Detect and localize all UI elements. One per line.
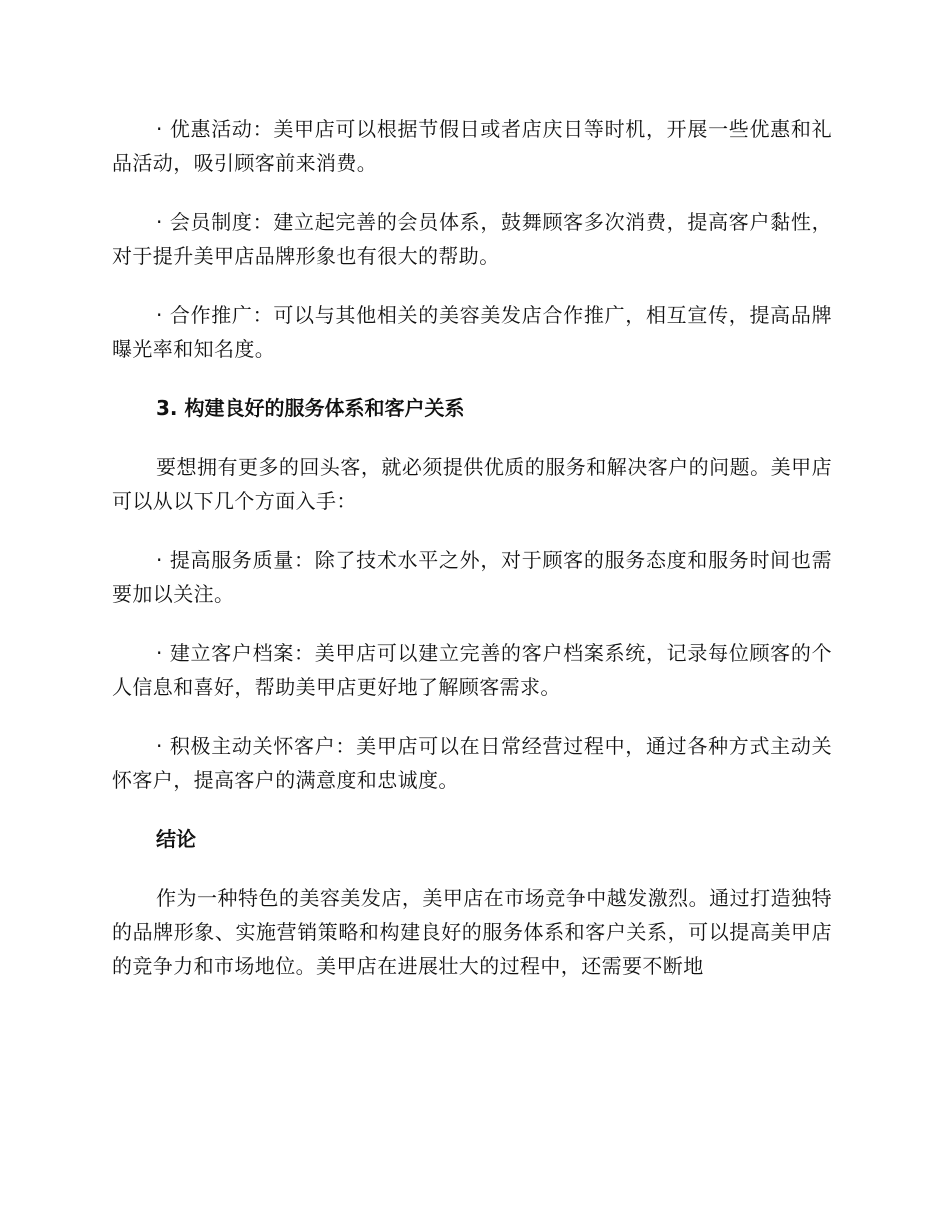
paragraph-promotions: · 优惠活动：美甲店可以根据节假日或者店庆日等时机，开展一些优惠和礼品活动，吸引顾客前来消费。 [112,117,832,175]
paragraph-service-quality: · 提高服务质量：除了技术水平之外，对于顾客的服务态度和服务时间也需要加以关注。 [112,548,832,606]
document-page [112,112,832,1008]
section-heading-conclusion: 结论 [156,827,196,851]
paragraph-customer-records: · 建立客户档案：美甲店可以建立完善的客户档案系统，记录每位顾客的个人信息和喜好，帮助美甲店更好地了解顾客需求。 [112,641,832,699]
paragraph-service-intro: 要想拥有更多的回头客，就必须提供优质的服务和解决客户的问题。美甲店可以从以下几个方面入手： [112,455,832,513]
paragraph-cooperation: · 合作推广：可以与其他相关的美容美发店合作推广，相互宣传，提高品牌曝光率和知名度。 [112,303,832,361]
paragraph-conclusion: 作为一种特色的美容美发店，美甲店在市场竞争中越发激烈。通过打造独特的品牌形象、实施营销策略和构建良好的服务体系和客户关系，可以提高美甲店的竞争力和市场地位。美甲店在进展壮大的过程中，还需要不断地 [112,886,832,978]
paragraph-membership: · 会员制度：建立起完善的会员体系，鼓舞顾客多次消费，提高客户黏性，对于提升美甲店品牌形象也有很大的帮助。 [112,210,832,268]
section-heading-service: 3. 构建良好的服务体系和客户关系 [156,396,465,420]
paragraph-customer-care: · 积极主动关怀客户：美甲店可以在日常经营过程中，通过各种方式主动关怀客户，提高客户的满意度和忠诚度。 [112,734,832,792]
